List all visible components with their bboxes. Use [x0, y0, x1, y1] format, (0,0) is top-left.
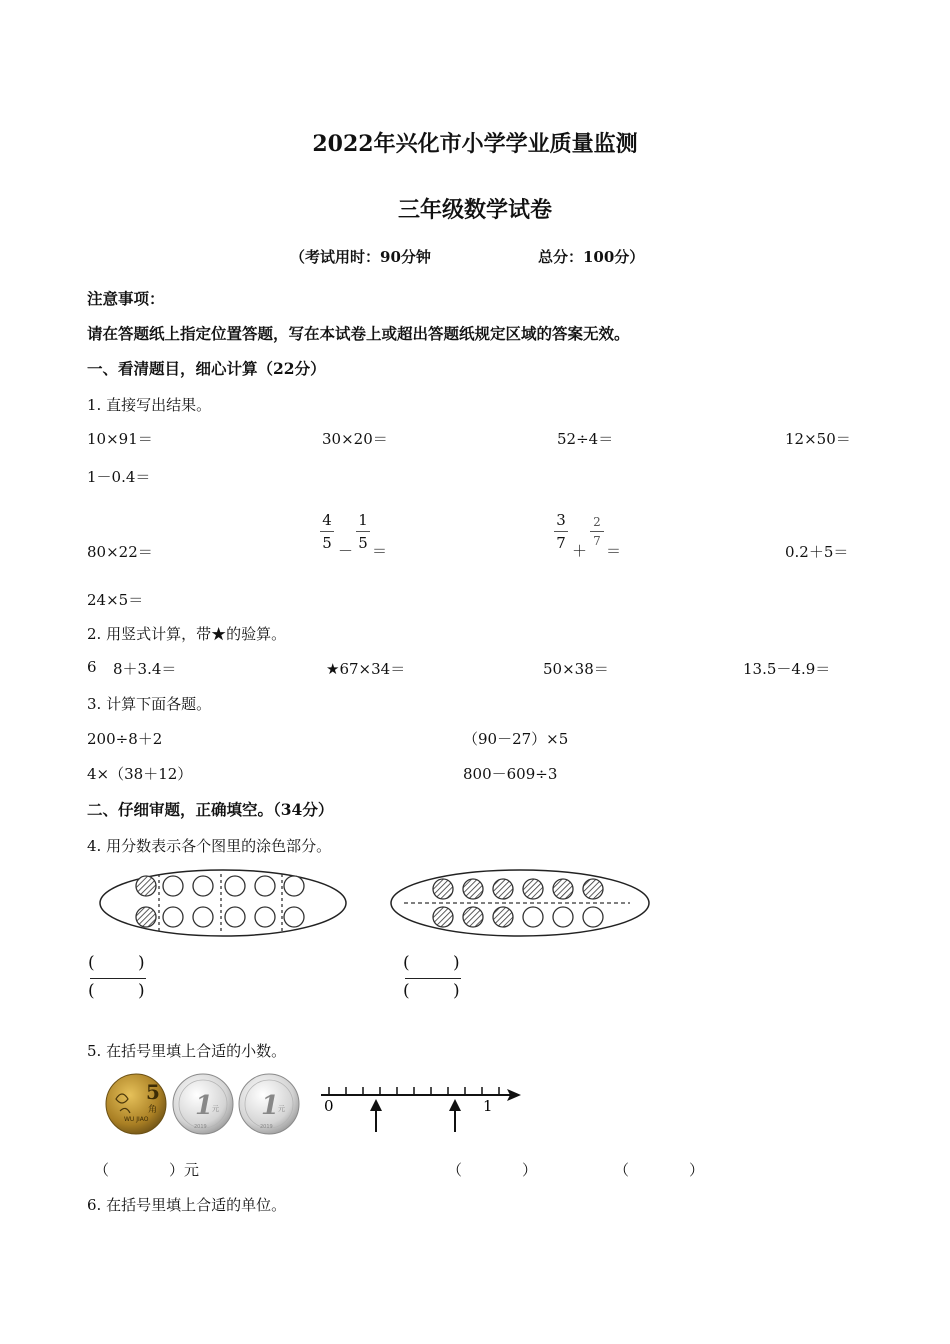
- q5-number-line: [315, 1080, 530, 1140]
- coin-5jiao: [106, 1074, 166, 1134]
- operator: ＋: [572, 542, 588, 560]
- q1-label: 1. 直接写出结果。: [87, 396, 212, 414]
- axis-label-start: 0: [324, 1097, 334, 1115]
- q5-answer-blank-b[interactable]: （ ）: [614, 1161, 705, 1179]
- q1-item: 52÷4＝: [557, 430, 614, 448]
- coin-unit: 角: [148, 1105, 158, 1115]
- q3-item: 200÷8＋2: [87, 730, 163, 748]
- page-subtitle: 三年级数学试卷: [397, 197, 552, 223]
- fraction-denominator: 5: [322, 534, 332, 552]
- q3-item: 800－609÷3: [463, 765, 558, 783]
- notes-heading: 注意事项：: [87, 289, 165, 308]
- coin-1yuan: [239, 1074, 299, 1134]
- paren-open: (: [403, 953, 410, 973]
- fraction-denominator: 7: [593, 534, 601, 548]
- q1-item: 24×5＝: [87, 591, 144, 609]
- q4-figure-2: [388, 866, 656, 942]
- paren-close: ): [453, 953, 460, 973]
- coin-denomination: 5: [146, 1080, 160, 1104]
- coin-unit: 元: [212, 1105, 219, 1113]
- q4-figure-1: [95, 866, 355, 942]
- q1-item: 1－0.4＝: [87, 468, 151, 486]
- paren-open: (: [403, 981, 410, 1001]
- q5-answer-blank-yuan[interactable]: （ ）元: [94, 1161, 200, 1179]
- arrow-up-icon: [449, 1099, 461, 1132]
- q6-label: 6. 在括号里填上合适的单位。: [87, 1196, 287, 1214]
- q4-answer-blank-1[interactable]: [88, 953, 148, 1005]
- fraction: [554, 511, 568, 552]
- operator: －: [338, 542, 354, 560]
- fraction-denominator: 7: [556, 534, 566, 552]
- paren-close: ): [453, 981, 460, 1001]
- q1-item: 12×50＝: [785, 430, 851, 448]
- page-title: 2022年兴化市小学学业质量监测: [312, 131, 638, 157]
- q5-answer-blank-a[interactable]: （ ）: [447, 1161, 538, 1179]
- equals-sign: ＝: [372, 542, 388, 560]
- total-score: 总分：100分）: [538, 248, 645, 266]
- section2-heading: 二、仔细审题，正确填空。（34分）: [87, 800, 334, 819]
- q4-answer-blank-2[interactable]: [403, 953, 463, 1005]
- notes-text: 请在答题纸上指定位置答题，写在本试卷上或超出答题纸规定区域的答案无效。: [87, 324, 630, 343]
- paren-close: ): [138, 981, 145, 1001]
- coin-1yuan: [173, 1074, 233, 1134]
- q1-item: 10×91＝: [87, 430, 153, 448]
- fraction-bar: [90, 978, 146, 979]
- q2-item: 13.5－4.9＝: [743, 660, 831, 678]
- equals-sign: ＝: [606, 542, 622, 560]
- q2-label: 2. 用竖式计算，带★的验算。: [87, 625, 287, 643]
- fraction-numerator: 2: [590, 515, 604, 532]
- q5-label: 5. 在括号里填上合适的小数。: [87, 1042, 287, 1060]
- coin-denomination: 1: [195, 1091, 214, 1121]
- fraction-bar: [405, 978, 461, 979]
- fraction-numerator: 3: [554, 511, 568, 532]
- coin-denomination: 1: [261, 1091, 280, 1121]
- exam-time: （考试用时：90分钟: [290, 248, 431, 266]
- q2-item: ★67×34＝: [326, 660, 406, 678]
- fraction: [590, 515, 604, 548]
- section1-heading: 一、看清题目，细心计算（22分）: [87, 359, 326, 378]
- q2-item: 50×38＝: [543, 660, 609, 678]
- arrow-up-icon: [370, 1099, 382, 1132]
- q5-coins: [102, 1071, 302, 1139]
- q2-item: 8＋3.4＝: [113, 660, 177, 678]
- coin-year: 2019: [260, 1124, 273, 1130]
- q2-prefix: 6: [87, 658, 97, 676]
- fraction: [356, 511, 370, 552]
- coin-unit: 元: [278, 1105, 285, 1113]
- coin-pinyin: WU JIAO: [124, 1116, 149, 1123]
- q1-item: 0.2＋5＝: [785, 543, 849, 561]
- coin-year: 2019: [194, 1124, 207, 1130]
- q3-item: 4×（38＋12）: [87, 765, 193, 783]
- paren-close: ): [138, 953, 145, 973]
- fraction-numerator: 4: [320, 511, 334, 532]
- fraction: [320, 511, 334, 552]
- paren-open: (: [88, 981, 95, 1001]
- fraction-numerator: 1: [356, 511, 370, 532]
- axis-label-end: 1: [483, 1097, 493, 1115]
- paren-open: (: [88, 953, 95, 973]
- q4-label: 4. 用分数表示各个图里的涂色部分。: [87, 837, 332, 855]
- number-line-ticks: [329, 1087, 499, 1095]
- q3-item: （90－27）×5: [463, 730, 569, 748]
- fraction-denominator: 5: [358, 534, 368, 552]
- q1-item: 80×22＝: [87, 543, 153, 561]
- q3-label: 3. 计算下面各题。: [87, 695, 212, 713]
- q1-item: 30×20＝: [322, 430, 388, 448]
